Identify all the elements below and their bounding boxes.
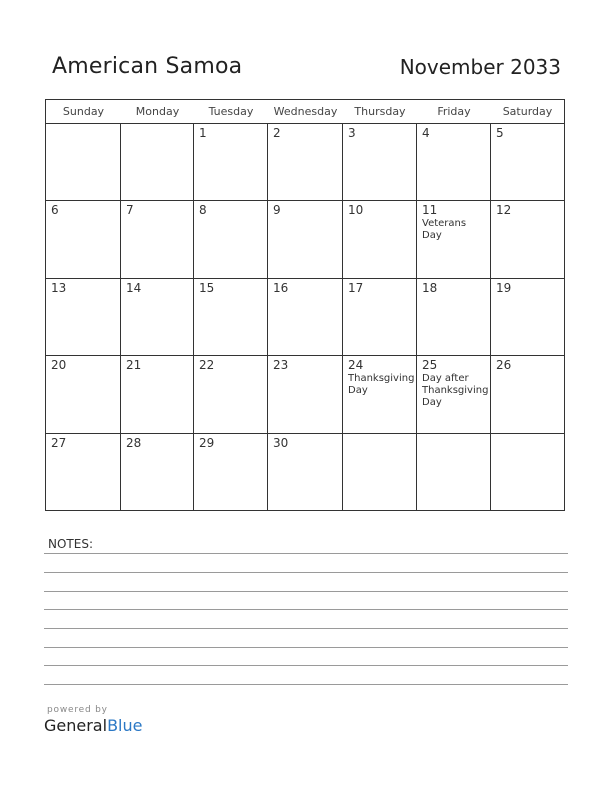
day-cell bbox=[46, 124, 121, 201]
day-cell bbox=[194, 279, 268, 356]
day-cell bbox=[343, 124, 417, 201]
notes-line bbox=[44, 591, 568, 592]
day-number: 12 bbox=[496, 203, 512, 217]
day-cell bbox=[343, 356, 417, 434]
notes-line bbox=[44, 553, 568, 554]
day-cell bbox=[491, 434, 564, 510]
day-cell bbox=[194, 201, 268, 279]
day-cell bbox=[417, 201, 491, 279]
day-cell bbox=[268, 279, 343, 356]
day-cell bbox=[46, 201, 121, 279]
notes-line bbox=[44, 628, 568, 629]
day-number: 2 bbox=[273, 126, 281, 140]
notes-line bbox=[44, 609, 568, 610]
weekday-header-row bbox=[46, 100, 564, 124]
day-number: 23 bbox=[273, 358, 289, 372]
day-cell bbox=[417, 356, 491, 434]
generalblue-logo bbox=[44, 716, 142, 735]
day-number: 16 bbox=[273, 281, 289, 295]
calendar-grid bbox=[45, 99, 565, 511]
day-cell bbox=[343, 434, 417, 510]
day-number: 18 bbox=[422, 281, 438, 295]
notes-line bbox=[44, 684, 568, 685]
weekday-tuesday: Tuesday bbox=[208, 105, 254, 118]
day-number: 29 bbox=[199, 436, 215, 450]
holiday-label: Thanksgiving Day bbox=[348, 373, 415, 396]
day-cell bbox=[417, 434, 491, 510]
day-number: 14 bbox=[126, 281, 142, 295]
day-number: 7 bbox=[126, 203, 134, 217]
day-number: 4 bbox=[422, 126, 430, 140]
day-number: 19 bbox=[496, 281, 512, 295]
day-cell bbox=[194, 434, 268, 510]
day-number: 10 bbox=[348, 203, 364, 217]
day-number: 17 bbox=[348, 281, 364, 295]
notes-line bbox=[44, 665, 568, 666]
day-number: 24 bbox=[348, 358, 364, 372]
day-cell bbox=[121, 434, 194, 510]
day-number: 21 bbox=[126, 358, 142, 372]
day-number: 3 bbox=[348, 126, 356, 140]
day-number: 1 bbox=[199, 126, 207, 140]
day-cell bbox=[46, 356, 121, 434]
day-cell bbox=[268, 434, 343, 510]
day-number: 30 bbox=[273, 436, 289, 450]
day-cell bbox=[343, 201, 417, 279]
calendar-month-title: November 2033 bbox=[399, 55, 561, 79]
weekday-thursday: Thursday bbox=[354, 105, 406, 118]
day-number: 26 bbox=[496, 358, 512, 372]
day-number: 8 bbox=[199, 203, 207, 217]
day-number: 13 bbox=[51, 281, 67, 295]
day-number: 5 bbox=[496, 126, 504, 140]
brand-blue-text: Blue bbox=[107, 716, 143, 735]
day-cell bbox=[491, 201, 564, 279]
day-number: 9 bbox=[273, 203, 281, 217]
day-cell bbox=[491, 124, 564, 201]
holiday-label: Veterans Day bbox=[422, 218, 467, 241]
holiday-label: Day after Thanksgiving Day bbox=[422, 373, 489, 408]
day-number: 25 bbox=[422, 358, 438, 372]
day-cell bbox=[491, 356, 564, 434]
day-cell bbox=[417, 124, 491, 201]
day-cell bbox=[268, 124, 343, 201]
weekday-sunday: Sunday bbox=[62, 105, 105, 118]
day-cell bbox=[46, 279, 121, 356]
day-number: 6 bbox=[51, 203, 59, 217]
notes-line bbox=[44, 572, 568, 573]
notes-label: NOTES: bbox=[48, 537, 93, 551]
day-cell bbox=[46, 434, 121, 510]
day-cell bbox=[343, 279, 417, 356]
day-cell bbox=[268, 201, 343, 279]
day-cell bbox=[491, 279, 564, 356]
day-cell bbox=[194, 124, 268, 201]
calendar-region-title: American Samoa bbox=[52, 54, 243, 79]
weekday-monday: Monday bbox=[135, 105, 180, 118]
weekday-wednesday: Wednesday bbox=[273, 105, 338, 118]
day-cell bbox=[121, 201, 194, 279]
day-cell bbox=[121, 279, 194, 356]
day-cell bbox=[268, 356, 343, 434]
day-cell bbox=[121, 356, 194, 434]
day-cell bbox=[194, 356, 268, 434]
weekday-friday: Friday bbox=[437, 105, 471, 118]
day-number: 11 bbox=[422, 203, 438, 217]
day-number: 27 bbox=[51, 436, 67, 450]
notes-line bbox=[44, 647, 568, 648]
day-cell bbox=[121, 124, 194, 201]
day-number: 22 bbox=[199, 358, 215, 372]
day-number: 15 bbox=[199, 281, 215, 295]
day-number: 28 bbox=[126, 436, 142, 450]
day-cell bbox=[417, 279, 491, 356]
powered-by-text: powered by bbox=[47, 705, 108, 715]
brand-general-text: General bbox=[44, 716, 108, 735]
day-number: 20 bbox=[51, 358, 67, 372]
weekday-saturday: Saturday bbox=[502, 105, 553, 118]
